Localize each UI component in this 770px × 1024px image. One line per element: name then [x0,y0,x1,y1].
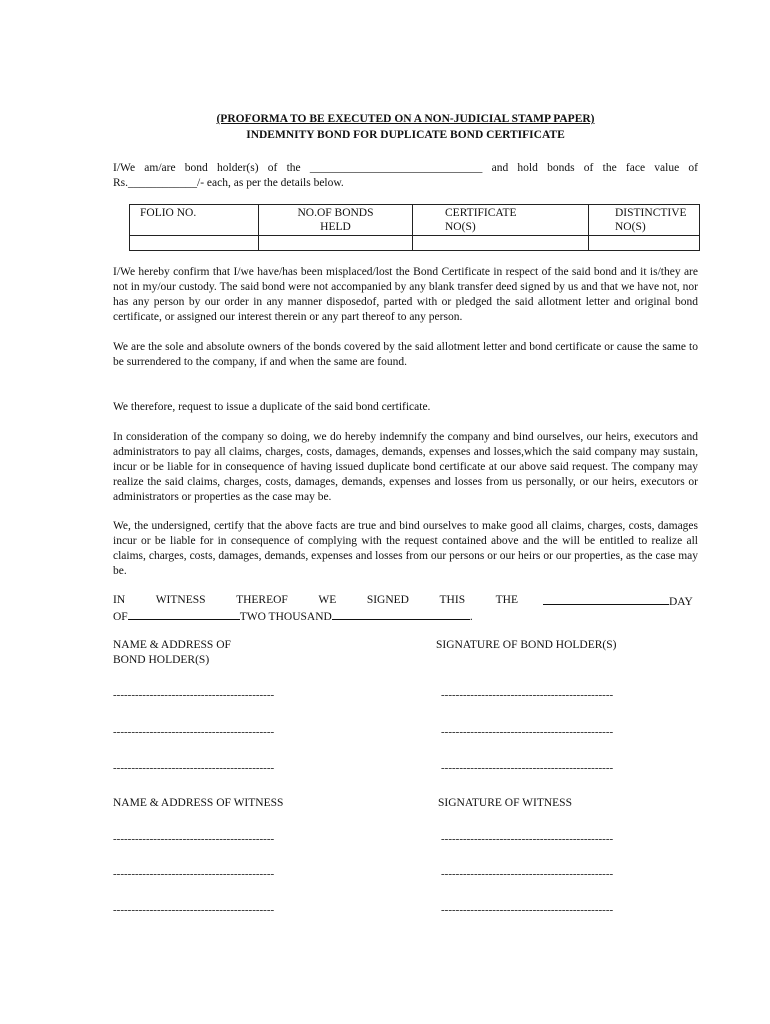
intro-paragraph: I/We am/are bond holder(s) of the ______________________________ and hold bonds of the face value of Rs.____________/- each, as per the details below. [113,162,698,189]
of-label: OF [113,611,128,623]
bond-holder-signature-line-2[interactable]: ----------------------------------------------- [441,726,614,738]
bond-holder-signature-line-3[interactable]: ----------------------------------------------- [441,762,614,774]
bond-holder-name-line-2[interactable]: -------------------------------------------- [113,726,275,738]
witness-name-line-3[interactable]: -------------------------------------------- [113,904,275,916]
witness-name-line-2[interactable]: -------------------------------------------- [113,868,275,880]
witness-word: THEREOF [236,594,288,606]
header-certificate-nos: CERTIFICATE NO(S) [413,205,589,236]
year-blank[interactable] [332,608,470,620]
day-blank[interactable] [543,593,669,605]
witness-signature-line-1[interactable]: ----------------------------------------------- [441,833,614,845]
header-distinctive-nos: DISTINCTIVE NO(S) [589,205,700,236]
table-header-row [130,205,700,236]
certification-paragraph: We, the undersigned, certify that the above facts are true and bind ourselves to make good all claims, charges, costs, damages incur or be liable for in consequence of complying with the request contained above and the will be entitled to realize all claims, charges, costs, damages, demands, expenses and losses from our persons or our heirs or our properties, as the case may be. [113,520,698,577]
witness-word: IN [113,594,126,606]
witness-word: WE [318,594,337,606]
bond-holder-name-line-1[interactable]: -------------------------------------------- [113,689,275,701]
bond-holder-signature-label: SIGNATURE OF BOND HOLDER(S) [436,639,617,651]
witness-name-line-1[interactable]: -------------------------------------------- [113,833,275,845]
witness-signature-line-2[interactable]: ----------------------------------------------- [441,868,614,880]
certificate-nos-cell[interactable] [413,236,589,251]
ownership-paragraph: We are the sole and absolute owners of the bonds covered by the said allotment letter and bond certificate or cause the same to be surrendered to the company, if and when the same are found. [113,341,698,368]
form-title: INDEMNITY BOND FOR DUPLICATE BOND CERTIFICATE [246,129,565,141]
bond-holder-name-line-3[interactable]: -------------------------------------------- [113,762,275,774]
no-of-bonds-cell[interactable] [259,236,413,251]
witness-words [113,593,518,608]
header-folio-no: FOLIO NO. [130,205,259,236]
table-row [130,236,700,251]
folio-no-cell[interactable] [130,236,259,251]
month-blank[interactable] [128,608,240,620]
witness-signature-label: SIGNATURE OF WITNESS [438,797,572,809]
witness-signature-line-3[interactable]: ----------------------------------------------- [441,904,614,916]
day-label: DAY [669,596,693,608]
two-thousand-label: TWO THOUSAND [239,611,332,623]
day-field [543,593,693,610]
bond-details-table [129,204,700,251]
bond-holder-signature-line-1[interactable]: ----------------------------------------------- [441,689,614,701]
header-no-of-bonds: NO.OF BONDS HELD [259,205,413,236]
distinctive-nos-cell[interactable] [589,236,700,251]
witness-word: WITNESS [155,594,206,606]
bond-holder-name-label: NAME & ADDRESS OF BOND HOLDER(S) [113,639,231,666]
witness-word: THIS [439,594,466,606]
witness-word: THE [495,594,518,606]
witness-word: SIGNED [366,594,409,606]
proforma-heading: (PROFORMA TO BE EXECUTED ON A NON-JUDICIAL STAMP PAPER) [216,113,595,125]
witness-name-label: NAME & ADDRESS OF WITNESS [113,797,284,809]
request-paragraph: We therefore, request to issue a duplicate of the said bond certificate. [113,401,431,413]
indemnity-paragraph: In consideration of the company so doing, we do hereby indemnify the company and bind ourselves, our heirs, executors and administrators to pay all claims, charges, costs, damages, demands, expenses and losses,which the said company may sustain, incur or be liable for in consequence of having issued duplicate bond certificate at our above said request. The company may realize the said claims, charges, costs, damages, demands, expenses and losses from us personally, or our heirs, executors or administrators or properties as the case may be. [113,431,698,503]
month-year-line: OF TWO THOUSAND . [113,608,473,625]
confirmation-paragraph: I/We hereby confirm that I/we have/has been misplaced/lost the Bond Certificate in respect of the said bond and it is/they are not in my/our custody. The said bond were not accompanied by any blank transfer deed signed by us and that we have not, nor has any person by our order in any manner disposedof, parted with or pledged the said allotment letter and original bond certificate, or assigned our interest therein or any part thereof to any person. [113,266,698,323]
